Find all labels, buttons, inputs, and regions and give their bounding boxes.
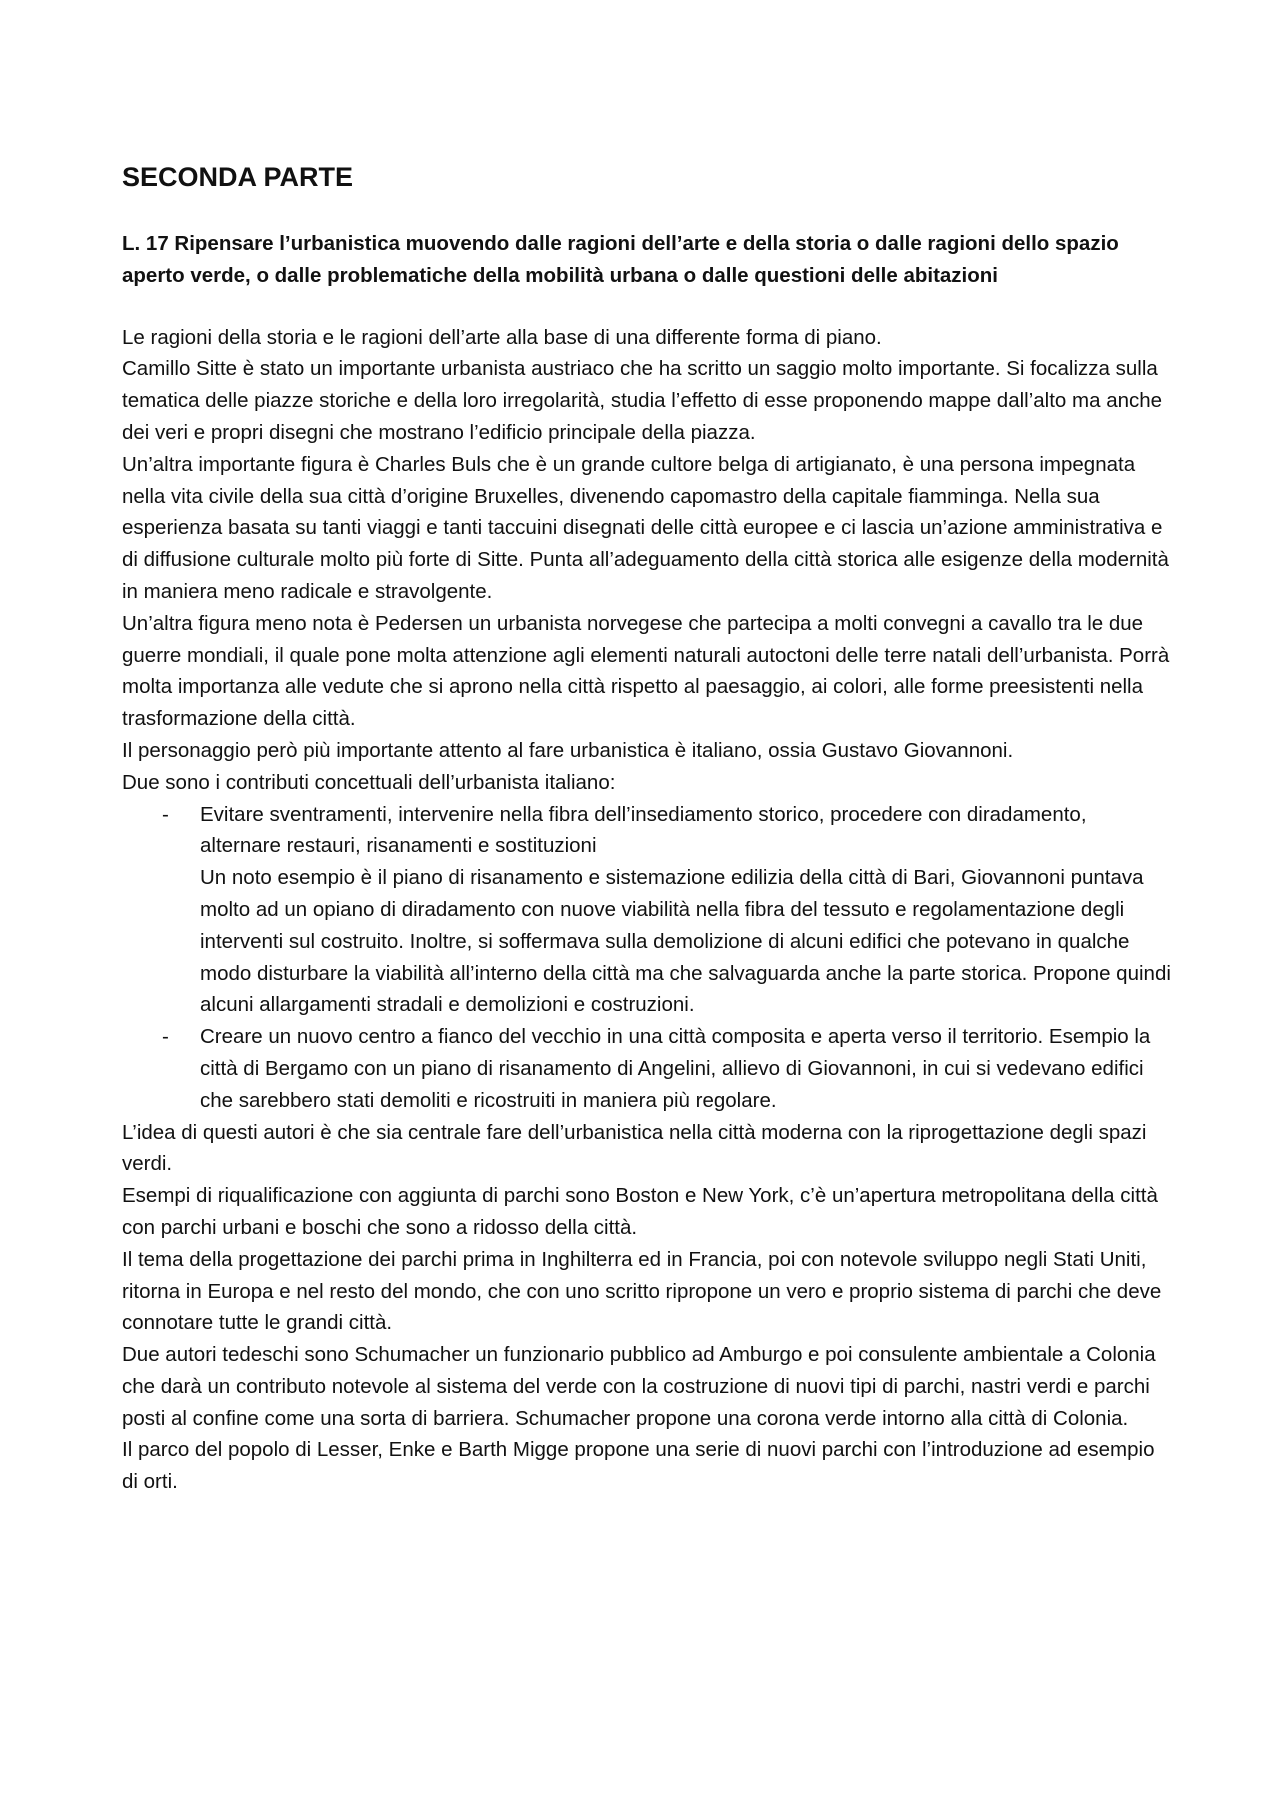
lesson-title: L. 17 Ripensare l’urbanistica muovendo dalle ragioni dell’arte e della storia o dalle ragioni dello spazio aperto verde, o dalle problematiche della mobilità urbana o dalle questioni delle abitazioni: [122, 232, 1119, 287]
section-title: SECONDA PARTE: [122, 162, 354, 192]
list-item: [122, 1021, 1172, 1116]
list-item-line: Un noto esempio è il piano di risanamento e sistemazione edilizia della città di Bari, Giovannoni puntava molto ad un opiano di diradamento con nuove viabilità nella fibra del tessuto e regolamentazione degli interventi sul costruito. Inoltre, si soffermava sulla demolizione di alcuni edifici che potevano in qualche modo disturbare la viabilità all’interno della città ma che salvaguarda anche la parte storica. Propone quindi alcuni allargamenti stradali e demolizioni e costruzioni.: [200, 866, 1171, 1017]
list-bullet: -: [162, 1025, 169, 1049]
paragraph: Il parco del popolo di Lesser, Enke e Barth Migge propone una serie di nuovi parchi con l’introduzione ad esempio di orti.: [122, 1438, 1155, 1494]
list-bullet: -: [162, 802, 169, 826]
paragraph: Esempi di riqualificazione con aggiunta di parchi sono Boston e New York, c’è un’apertura metropolitana della città con parchi urbani e boschi che sono a ridosso della città.: [122, 1184, 1158, 1239]
paragraph: Due autori tedeschi sono Schumacher un funzionario pubblico ad Amburgo e poi consulente ambientale a Colonia che darà un contributo notevole al sistema del verde con la costruzione di nuovi tipi di parchi, nastri verdi e parchi posti al confine come una sorta di barriera. Schumacher propone una corona verde intorno alla città di Colonia.: [122, 1343, 1156, 1430]
document-content: [122, 160, 1172, 1498]
paragraph: Camillo Sitte è stato un importante urbanista austriaco che ha scritto un saggio molto importante. Si focalizza sulla tematica delle piazze storiche e della loro irregolarità, studia l’effetto di esse proponendo mappe dall’alto ma anche dei veri e propri disegni che mostrano l’edificio principale della piazza.: [122, 357, 1163, 444]
document-body: [122, 322, 1172, 1498]
list-item-line: Evitare sventramenti, intervenire nella fibra dell’insediamento storico, procedere con diradamento, alternare restauri, risanamenti e sostituzioni: [200, 802, 1087, 858]
list-item: [122, 799, 1172, 1022]
paragraph: Un’altra importante figura è Charles Buls che è un grande cultore belga di artigianato, è una persona impegnata nella vita civile della sua città d’origine Bruxelles, divenendo capomastro della capitale fiamminga. Nella sua esperienza basata su tanti viaggi e tanti taccuini disegnati delle città europee e ci lascia un’azione amministrativa e di diffusione culturale molto più forte di Sitte. Punta all’adeguamento della città storica alle esigenze della modernità in maniera meno radicale e stravolgente.: [122, 452, 1169, 603]
paragraph: Il tema della progettazione dei parchi prima in Inghilterra ed in Francia, poi con notevole sviluppo negli Stati Uniti, ritorna in Europa e nel resto del mondo, che con uno scritto ripropone un vero e proprio sistema di parchi che deve connotare tutte le grandi città.: [122, 1247, 1162, 1335]
contributions-list: [122, 799, 1172, 1117]
paragraph: L’idea di questi autori è che sia centrale fare dell’urbanistica nella città moderna con la riprogettazione degli spazi verdi.: [122, 1120, 1147, 1176]
paragraph: Un’altra figura meno nota è Pedersen un urbanista norvegese che partecipa a molti convegni a cavallo tra le due guerre mondiali, il quale pone molta attenzione agli elementi naturali autoctoni delle terre natali dell’urbanista. Porrà molta importanza alle vedute che si aprono nella città rispetto al paesaggio, ai colori, alle forme preesistenti nella trasformazione della città.: [122, 611, 1170, 731]
paragraph: Il personaggio però più importante attento al fare urbanistica è italiano, ossia Gustavo Giovannoni.: [122, 738, 1014, 762]
paragraph: Le ragioni della storia e le ragioni dell’arte alla base di una differente forma di piano.: [122, 325, 882, 349]
list-item-line: Creare un nuovo centro a fianco del vecchio in una città composita e aperta verso il territorio. Esempio la città di Bergamo con un piano di risanamento di Angelini, allievo di Giovannoni, in cui si vedevano edifici che sarebbero stati demoliti e ricostruiti in maniera più regolare.: [200, 1025, 1151, 1112]
paragraph: Due sono i contributi concettuali dell’urbanista italiano:: [122, 770, 616, 794]
